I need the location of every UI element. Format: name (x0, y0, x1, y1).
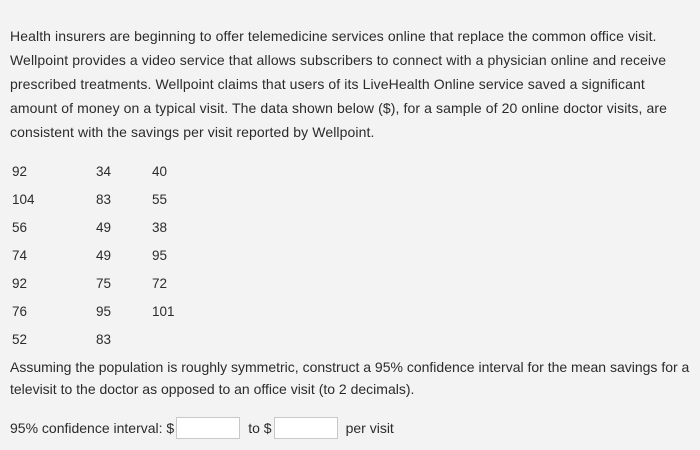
table-row (12, 213, 212, 241)
table-cell: 74 (12, 247, 28, 263)
table-cell: 76 (12, 303, 28, 319)
table-cell: 92 (12, 163, 28, 179)
separator-label: to $ (248, 420, 272, 436)
table-cell: 95 (96, 303, 112, 319)
problem-intro: Health insurers are beginning to offer telemedicine services online that replace the common office visit. Wellpoint provides a video service that allows subscribers to connect with a physician online and receive prescribed treatments. Wellpoint claims that users of its LiveHealth Online service saved a significant amount of money on a typical visit. The data shown below ($), for a sample of 20 online doctor visits, are consistent with the savings per visit reported by Wellpoint. (10, 28, 668, 140)
table-cell: 75 (96, 275, 112, 291)
table-cell: 56 (12, 219, 28, 235)
table-cell: 104 (12, 191, 35, 207)
table-cell: 83 (96, 331, 112, 347)
table-cell: 52 (12, 331, 28, 347)
table-cell: 72 (152, 275, 168, 291)
table-cell: 83 (96, 191, 112, 207)
table-row (12, 297, 212, 325)
table-row (12, 157, 212, 185)
table-row (12, 325, 212, 353)
table-cell: 101 (152, 303, 175, 319)
table-cell (152, 325, 212, 353)
savings-data-table (12, 157, 212, 353)
upper-bound-input[interactable] (274, 417, 338, 439)
table-row (12, 185, 212, 213)
table-cell: 49 (96, 247, 112, 263)
interval-label: 95% confidence interval: $ (10, 420, 175, 436)
table-cell: 49 (96, 219, 112, 235)
table-cell: 40 (152, 163, 168, 179)
lower-bound-input[interactable] (176, 417, 240, 439)
table-row (12, 241, 212, 269)
table-cell: 34 (96, 163, 112, 179)
question-text: Assuming the population is roughly symmetric, construct a 95% confidence interval for the mean savings for a televisit to the doctor as opposed to an office visit (to 2 decimals). (10, 359, 690, 397)
unit-label: per visit (345, 420, 394, 436)
table-cell: 38 (152, 219, 168, 235)
answer-row (10, 414, 394, 442)
table-row (12, 269, 212, 297)
table-cell: 95 (152, 247, 168, 263)
table-cell: 55 (152, 191, 168, 207)
table-cell: 92 (12, 275, 28, 291)
